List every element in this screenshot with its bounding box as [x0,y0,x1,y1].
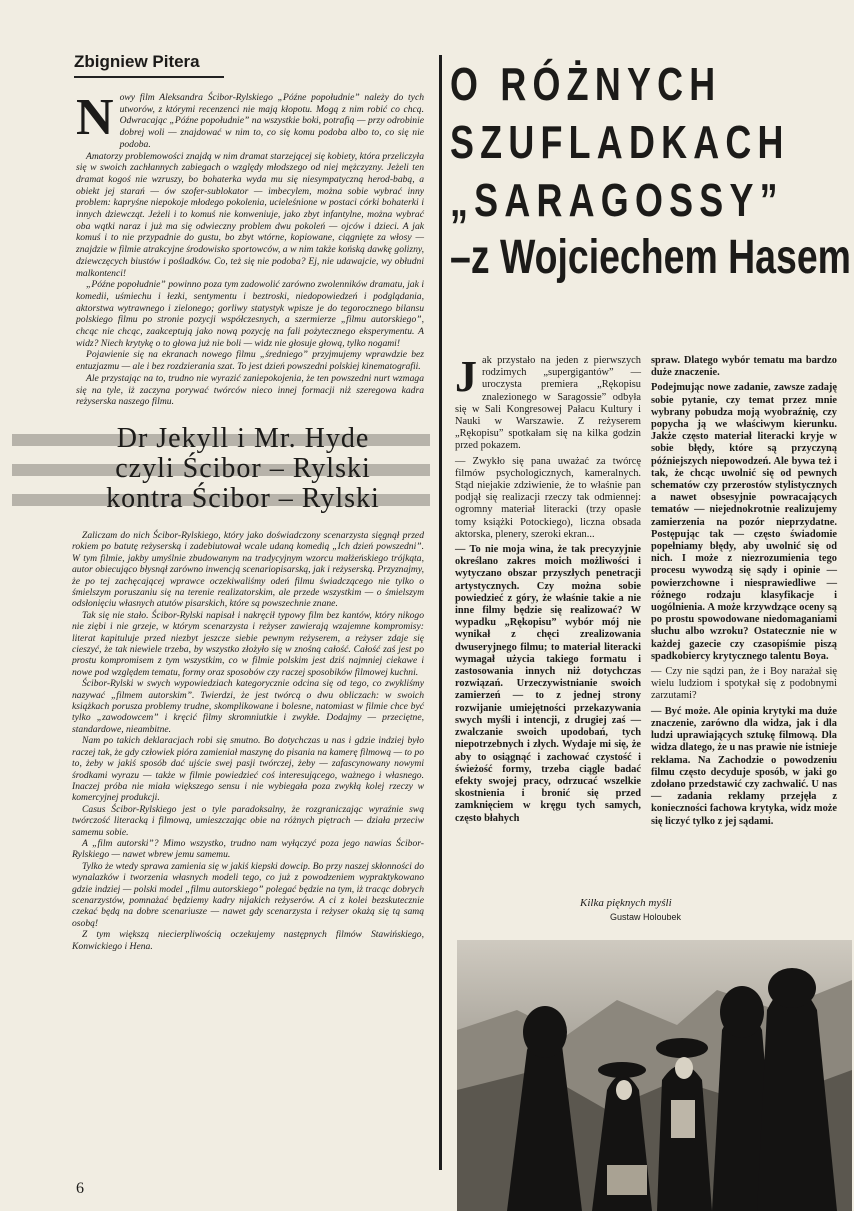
paragraph: Ale przystając na to, trudno nie wyrazić zaniepokojenia, że ten powszedni nurt wzmaga się na tyle, iż zaczyna porywać twórców nieco innej formacji niż szeregowa kadra reżyserska naszego filmu. [76,372,424,408]
headline-line: –z Wojciechem Hasem [450,231,851,284]
author-rule [74,76,224,78]
page-number: 6 [76,1180,84,1197]
headline-line: „SARAGOSSY” [450,174,784,226]
banner-line: kontra Ścibor – Rylski [62,484,424,514]
column-divider [439,55,442,1170]
paragraph: Podejmując nowe zadanie, zawsze zadaję sobie pytanie, czy temat przez mnie wybrany pobudza moją wyobraźnię, czy popycha ją we właściwym kierunku. Jakże często materiał literacki kryje w sobie błędy, które są przyczyną późniejszych niepowodzeń. Ale bywa też i tak, że chcąc uwolnić się od pewnych schematów czy przerostów stylistycznych a nawet obsesyjnie powracających tematów — niejednokrotnie realizujemy zamierzenia na pozór nieprzydatne. Postępując tak — często świadomie popełniamy błędy, aby uwolnić się od nich. I może z niezrozumienia tego procesu wywodzą się sądy i opinie — powierzchowne i niesprawiedliwe — różnego rodzaju klasyfikacje i uogólnienia. A może krzywdzące oceny są po prostu spowodowane niedomaganiami słuchu albo wzroku? Ostatecznie nie w każdej gazecie czy czasopiśmie piszą spadkobiercy krytycznego talentu Boya. [651,382,837,662]
right-article [450,55,851,827]
film-still-illustration [457,940,852,1211]
left-article-intro [76,89,424,408]
interview-column-2 [651,355,837,831]
paragraph: Casus Ścibor-Rylskiego jest o tyle paradoksalny, że rozgraniczając wyraźnie swą twórczość literacką i filmową, umieszczając obie na różnych piętrach — działa przeciw samemu sobie. [72,803,424,838]
paragraph: Tak się nie stało. Ścibor-Rylski napisał i nakręcił typowy film bez kantów, który nikogo nie ziębi i nie grzeje, w którym scenarzysta i reżyser zawierają wzajemne kompromisy: literat kapituluje przed niezbyt jeszcze siebie pewnym reżyserem, a reżyser zdaje się cieszyć, że tak niewiele trzeba, by wszystko złożyło się w znośną całość. Całość zaś jest po prostu kompromisem z tym wszystkim, co w filmie polskim jest dziś najmniej ciekawe i nowe pod względem tematu, formy oraz sposobów czy raczej sposobików filmowej kuchni. [72,609,424,678]
paragraph: — Być może. Ale opinia krytyki ma duże znaczenie, zarówno dla widza, jak i dla ludzi uprawiających sztukę filmową. Dla widza dlatego, że u nas prawie nie istnieje reklama. Na Zachodzie o powodzeniu filmu często decyduje sposób, w jaki go zdołano przedstawić czy zachwalić. U nas — zadania reklamy przejęła z konieczności fachowa krytyka, widz może się liczyć tylko z jej sądami. [651,705,837,827]
paragraph [76,89,424,151]
paragraph: Ścibor-Rylski w swych wypowiedziach kategorycznie odcina się od tego, co zwykliśmy nazywać „filmem autorskim”. Twierdzi, że jest twórcą o dwu obliczach: w swoich książkach porusza problemy trudne, skomplikowane i bolesne, natomiast w filmie chce być tylko „zawodowcem” i kręcić filmy skromniutkie i zwykłe. Dodajmy — przeciętne, standardowe, nieambitne. [72,678,424,735]
paragraph: Pojawienie się na ekranach nowego filmu „średniego” przyjmujemy wprawdzie bez entuzjazmu — ale i bez rozdzierania szat. To jest dzień powszedni polskiej kinematografii. [76,349,424,373]
headline [450,55,851,287]
paragraph: Zaliczam do nich Ścibor-Rylskiego, który jako doświadczony scenarzysta sięgnął przed rokiem po batutę reżyserską i zadebiutował wcale udaną komedią „Ich dzień powszedni”. W tym filmie, jakby umyślnie zbudowanym na tradycyjnym wzorcu małżeńskiego trójkąta, autor obiecująco błysnął zarówno inwencją scenariopisarską, jak i reżyserską. Przyznajmy, że po tej zachęcającej wprawce oczekiwaliśmy odeń filmu świadczącego nie tylko o śmielszym poruszaniu się na terenie realizatorskim, ale przede wszystkim — o śmielszym odsłonięciu własnych atutów pisarskich, które są powszechnie znane. [72,529,424,610]
photo-caption: Kilka pięknych myśli [580,897,672,909]
interview-column-1 [455,352,641,831]
left-article [62,52,424,952]
film-still-photo [457,940,852,1211]
paragraph [455,352,641,453]
paragraph: spraw. Dlatego wybór tematu ma bardzo duże znaczenie. [651,355,837,379]
paragraph-text: ak przystało na jeden z pierwszych rodzimych „supergigantów” — uroczysta premiera „Rękopisu znalezionego w Saragossie” odbyła się w Sali Kongresowej Pałacu Kultury i Nauki w Warszawie. Z reżyserem „Rękopisu” spotkałam się na kilka godzin przed pokazem. [455,355,641,452]
paragraph: — Zwykło się pana uważać za twórcę filmów psychologicznych, kameralnych. Stąd niejakie zdziwienie, że to właśnie pan podjął się realizacji rzeczy tak odmiennej: ogromny materiał literacki (trzy opasłe tomy książki Potockiego), liczna obsada aktorska, plenery, szeroki ekran... [455,455,641,540]
section-banner [62,424,424,514]
dropcap: N [76,89,114,146]
paragraph: — Czy nie sądzi pan, że i Boy narażał się wielu ludziom i spotykał się z podobnymi zarzutami? [651,666,837,702]
paragraph: Amatorzy problemowości znajdą w nim dramat starzejącej się kobiety, która przeliczyła się w swoich zachłannych zabiegach o względy młodszego od niej mężczyzny. Jeżeli ten dramat kogoś nie wzruszy, bo bohaterka wyda mu się niesympatyczną herod-babą, a obiekt jej starań — ów szofer-sublokator — imbecylem, można sobie wybrać inny problem: kapryśne niepokoje młodego pokolenia, ucieleśnione w postaci córki bohaterki i innych dziewcząt. Jeżeli i to komuś nie konweniuje, jako zbyt infantylne, można wybrać oba wątki naraz i już ma się odwieczny problem dwu pokoleń — ojców i dzieci. A jak komuś i to nie przypadnie do gustu, bo zbyt wtórne, kopiowane, ciągnięte za włosy — znajdzie w filmie atrakcyjne środowisko sportowców, a w nim także końską dawkę golizny, dziewczęcych biustów i pośladków. Co, też się nie podoba? Ej, nie udawajcie, wy obłudni malkontenci! [76,150,424,279]
paragraph: „Późne popołudnie” powinno poza tym zadowolić zarówno zwolenników dramatu, jak i komedii, uśmiechu i łezki, sentymentu i beztroski, niedopowiedzeń i podglądania, aktorstwa wytrawnego i zielonego; gorliwy statystyk wpisze je do tegorocznego bilansu polskiego filmu po stronie pozycji współczesnych, a szermierze „filmu autorskiego”, chcąc nie chcąc, zaakceptują jako nową pozycję na fali pożytecznego eksperymentu. A widz? Niech krytykę o to głowa już nie boli — widz nie głosuje głową, tylko nogami! [76,279,424,349]
author-name: Zbigniew Pitera [74,52,200,71]
paragraph: A „film autorski”? Mimo wszystko, trudno nam wyłączyć poza jego nawias Ścibor-Rylskiego — nawet wbrew jemu samemu. [72,837,424,861]
paragraph: — To nie moja wina, że tak precyzyjnie określano zakres moich możliwości i wytyczano obszar przyszłych penetracji artystycznych. Czy można sobie powiedzieć z góry, że właśnie takie a nie inne filmy będzie się realizować? W wypadku „Rękopisu” wybór mój nie wynikał z chęci zrealizowania dwuseryjnego filmu; to materiał literacki wymagał użycia takiego formatu i zastosowania innych niż dotychczas rozwiązań. Urzeczywistnianie swoich zamierzeń — to z jednej strony rozwijanie umiejętności przekazywania swych myśli i intencji, z drugiej zaś — zwalczanie swoich upodobań, tych niepotrzebnych i złych. Wydaje mi się, że aby to osiągnąć i zachować czystość i świeżość formy, trzeba ciągle badać efekty swojej pracy, odrzucać wszelkie skostnienia i bronić się przed zamknięciem w kręgu tych samych, często błahych [455,544,641,824]
paragraph: Z tym większą niecierpliwością oczekujemy następnych filmów Stawińskiego, Konwickiego i Hena. [72,929,424,952]
dropcap: J [455,352,477,401]
interview-columns [455,352,837,831]
paragraph-text: owy film Aleksandra Ścibor-Rylskiego „Późne popołudnie” należy do tych utworów, z którymi recenzenci nie mają kłopotu. Mogą z nim robić co chcą. Odwracając „Późne popołudnie” na wszystkie boki, potrafią — przy odrobinie dobrej woli — znajdować w nim to, co się komu podoba albo to, co się nie podoba. [119,92,424,150]
left-article-body [72,530,424,952]
photo-credit: Gustaw Holoubek [610,912,682,922]
headline-line: O RÓŻNYCH [450,58,722,110]
paragraph: Tylko że wtedy sprawa zamienia się w jakiś kiepski dowcip. Bo przy naszej skłonności do wynalazków i tworzenia własnych modeli tego, co już z powodzeniem wypraktykowano gdzie indziej — polski model „filmu autorskiego” polegać będzie na tym, iż tracąc dobrych scenarzystów, pomnażać będziemy kadry nijakich reżyserów. A ci z kolei bezskutecznie czekać będą na dobre scenariusze — nawet gdy scenarzysta i reżyser okażą się tą samą osobą! [72,860,424,929]
banner-line: Dr Jekyll i Mr. Hyde [62,424,424,454]
paragraph: Nam po takich deklaracjach robi się smutno. Bo dotychczas u nas i gdzie indziej było raczej tak, że gdy człowiek pióra zamieniał maszynę do pisania na kamerę filmową — to po to, żeby w jakiś sposób dać ujście swej pasji twórczej, żeby — zafascynowany nowymi środkami wyrazu — także w filmie powiedzieć coś interesującego, ważnego i własnego. Inaczej próba nie miała większego sensu i nie wybiegała poza zwykłą kolej rzeczy w komercyjnej produkcji. [72,735,424,804]
banner-line: czyli Ścibor – Rylski [62,454,424,484]
headline-line: SZUFLADKACH [450,116,790,168]
